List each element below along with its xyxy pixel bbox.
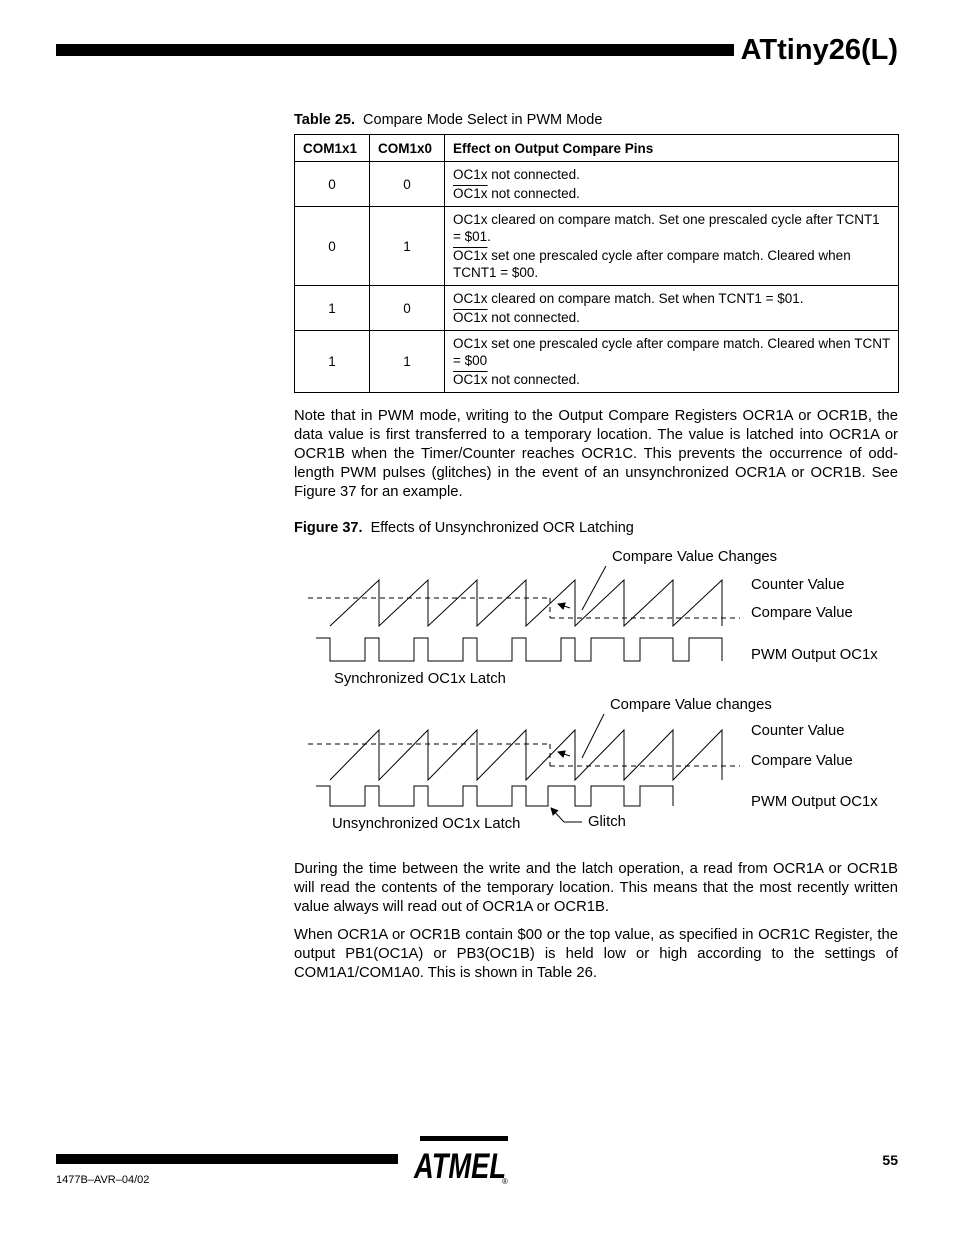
bottom-pwm-output-label: PWM Output OC1x (751, 794, 878, 810)
oc1x-inverted: OC1x (453, 310, 488, 325)
bottom-compare-value-dashed (308, 744, 740, 766)
oc1x-inverted: OC1x (453, 372, 488, 387)
effect-line-2-text: not connected. (487, 372, 580, 387)
atmel-logo (412, 1136, 512, 1186)
body-paragraph-top-value: When OCR1A or OCR1B contain $00 or the top value, as specified in OCR1C Register, the output PB1(OC1A) or PB3(OC1B) is held low or high according to the settings of COM1A1/COM1A0. This is shown in Table 26. (294, 927, 898, 981)
bottom-counter-value-label: Counter Value (751, 723, 845, 739)
figure-caption-label: Figure 37. (294, 520, 363, 536)
bottom-compare-value-label: Compare Value (751, 753, 853, 769)
synchronized-latch-label: Synchronized OC1x Latch (334, 671, 506, 687)
effect-line-1: OC1x cleared on compare match. Set one prescaled cycle after TCNT1 = $01. (453, 212, 880, 244)
cell-com1x1: 1 (295, 286, 370, 331)
unsynchronized-latch-label: Unsynchronized OC1x Latch (332, 816, 521, 832)
cell-com1x1: 0 (295, 207, 370, 286)
glitch-label: Glitch (588, 814, 626, 830)
effect-line-1: OC1x not connected. (453, 167, 580, 182)
top-compare-change-label: Compare Value Changes (612, 549, 778, 565)
cell-com1x1: 1 (295, 331, 370, 393)
top-compare-change-pointer (582, 566, 606, 610)
top-compare-value-dashed (308, 598, 740, 618)
figure-caption-text: Effects of Unsynchronized OCR Latching (370, 520, 634, 536)
glitch-pointer (551, 808, 582, 822)
effect-line-1: OC1x cleared on compare match. Set when TCNT1 = $01. (453, 291, 804, 306)
effect-line-2-text: not connected. (487, 186, 580, 201)
bottom-compare-change-label: Compare Value changes (610, 697, 772, 713)
cell-com1x0: 0 (370, 162, 445, 207)
cell-com1x0: 1 (370, 207, 445, 286)
col-header-com1x0: COM1x0 (370, 135, 445, 162)
top-sawtooth-counter (330, 580, 722, 626)
registered-mark: ® (502, 1177, 508, 1186)
oc1x-inverted: OC1x (453, 186, 488, 201)
effect-line-2-text: not connected. (487, 310, 580, 325)
page-number: 55 (882, 1152, 898, 1168)
top-pwm-output-label: PWM Output OC1x (751, 647, 878, 663)
effect-line-2-text: set one prescaled cycle after compare match. Cleared when TCNT1 = $00. (453, 248, 851, 280)
atmel-logo-text: ATMEL (413, 1147, 506, 1186)
top-compare-change-arrow (558, 604, 570, 608)
page-title: ATtiny26(L) (740, 34, 898, 66)
body-paragraph-temporary-read: During the time between the write and the latch operation, a read from OCR1A or OCR1B will read the contents of the temporary location. This means that the most recently written value always will read out of OCR1A or OCR1B. (294, 861, 898, 915)
bottom-compare-change-pointer (582, 714, 604, 758)
bottom-sawtooth-counter (330, 730, 722, 780)
top-pwm-output-wave (316, 638, 722, 661)
effect-line-1: OC1x set one prescaled cycle after compare match. Cleared when TCNT = $00 (453, 336, 890, 368)
oc1x-inverted: OC1x (453, 248, 488, 263)
cell-com1x1: 0 (295, 162, 370, 207)
top-compare-value-label: Compare Value (751, 605, 853, 621)
table-caption-label: Table 25. (294, 112, 355, 128)
cell-com1x0: 1 (370, 331, 445, 393)
cell-com1x0: 0 (370, 286, 445, 331)
col-header-effect: Effect on Output Compare Pins (445, 135, 899, 162)
bottom-compare-change-arrow (558, 752, 570, 756)
bottom-pwm-output-wave (316, 786, 673, 806)
top-counter-value-label: Counter Value (751, 577, 845, 593)
footer-rule (56, 1154, 398, 1164)
col-header-com1x1: COM1x1 (295, 135, 370, 162)
table-caption-text: Compare Mode Select in PWM Mode (363, 112, 603, 128)
document-id: 1477B–AVR–04/02 (56, 1174, 150, 1186)
body-paragraph-pwm-note: Note that in PWM mode, writing to the Output Compare Registers OCR1A or OCR1B, the data value is first transferred to a temporary location. The value is latched into OCR1A or OCR1B when the Timer/Counter reaches OCR1C. This prevents the occurrence of odd-length PWM pulses (glitches) in the event of an unsynchronized OCR1A or OCR1B. See Figure 37 for an example. (294, 408, 898, 500)
